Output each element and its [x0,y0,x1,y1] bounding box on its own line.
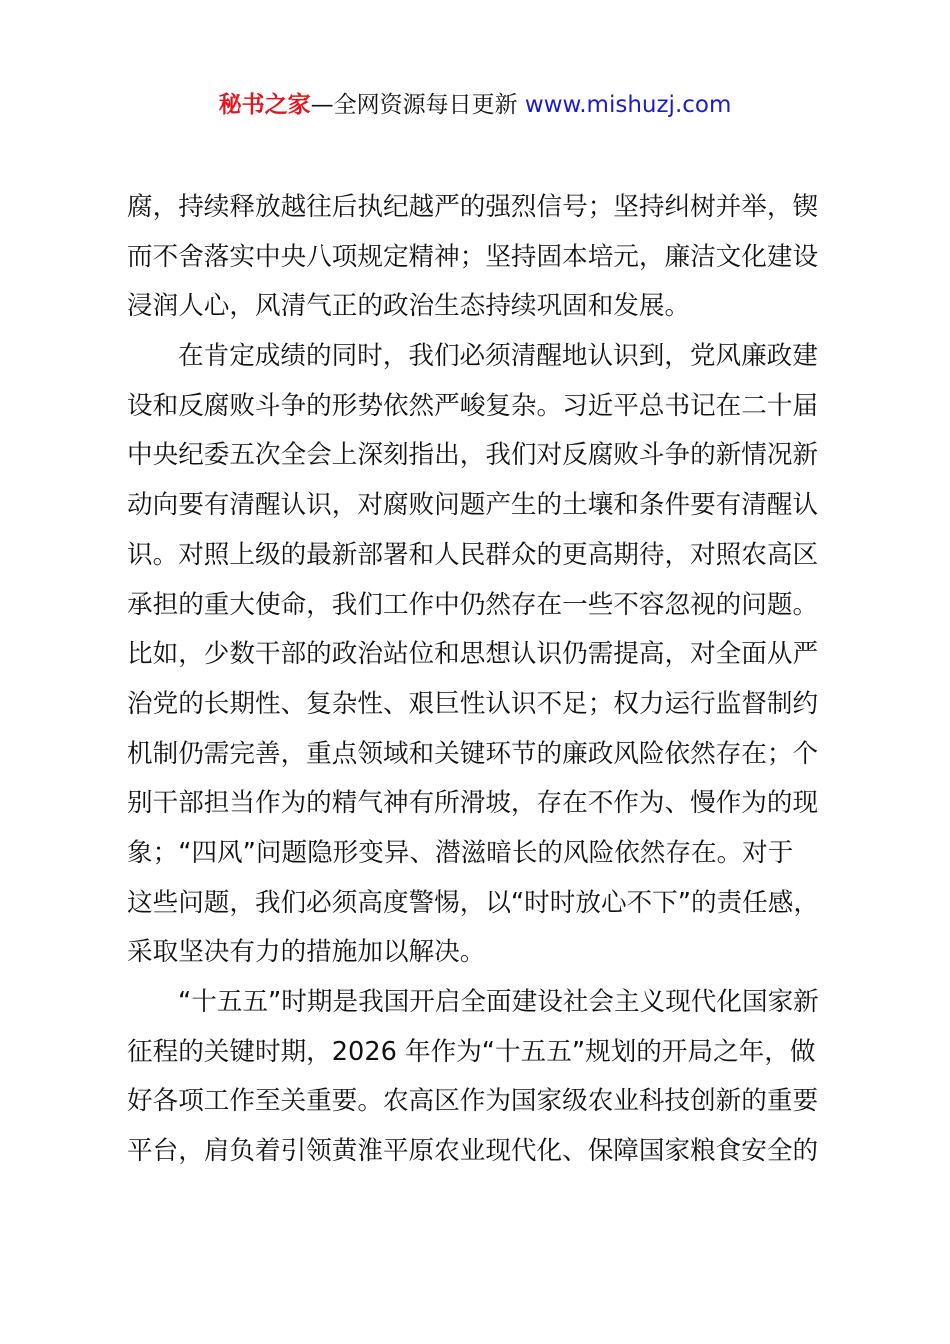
site-tagline: —全网资源每日更新 [310,92,525,118]
site-url-link[interactable]: www.mishuzj.com [524,92,732,118]
text-line: 征程的关键时期，2026 年作为“十五五”规划的开局之年，做 [127,1036,816,1067]
text-line: 平台，肩负着引领黄淮平原农业现代化、保障国家粮食安全的 [127,1136,819,1167]
text-line: 浸润人心，风清气正的政治生态持续巩固和发展。 [127,291,691,322]
paragraph-start-line: “十五五”时期是我国开启全面建设社会主义现代化国家新 [178,987,819,1017]
text-line: 机制仍需完善，重点领域和关键环节的廉政风险依然存在；个 [127,738,819,769]
text-line: 动向要有清醒认识，对腐败问题产生的土壤和条件要有清醒认 [127,490,819,521]
text-line: 象；“四风”问题隐形变异、潜滋暗长的风险依然存在。对于 [127,837,794,868]
text-line: 这些问题，我们必须高度警惕，以“时时放心不下”的责任感， [127,887,819,918]
text-line: 识。对照上级的最新部署和人民群众的更高期待，对照农高区 [127,539,819,570]
text-line: 而不舍落实中央八项规定精神；坚持固本培元，廉洁文化建设 [127,241,819,272]
paragraph-start-line: 在肯定成绩的同时，我们必须清醒地认识到，党风廉政建 [178,341,818,372]
text-line: 设和反腐败斗争的形势依然严峻复杂。习近平总书记在二十届 [127,390,819,421]
document-body [127,183,839,1177]
text-line: 中央纪委五次全会上深刻指出，我们对反腐败斗争的新情况新 [127,440,819,471]
text-line: 别干部担当作为的精气神有所滑坡，存在不作为、慢作为的现 [127,788,819,819]
text-line: 采取坚决有力的措施加以解决。 [127,937,486,968]
text-line: 承担的重大使命，我们工作中仍然存在一些不容忽视的问题。 [127,589,819,620]
text-line: 腐，持续释放越往后执纪越严的强烈信号；坚持纠树并举，锲 [127,192,819,222]
text-line: 好各项工作至关重要。农高区作为国家级农业科技创新的重要 [127,1086,819,1117]
page-header [0,88,950,122]
site-brand: 秘书之家 [218,92,311,118]
text-line: 治党的长期性、复杂性、艰巨性认识不足；权力运行监督制约 [127,688,819,719]
text-line: 比如，少数干部的政治站位和思想认识仍需提高，对全面从严 [127,639,819,670]
